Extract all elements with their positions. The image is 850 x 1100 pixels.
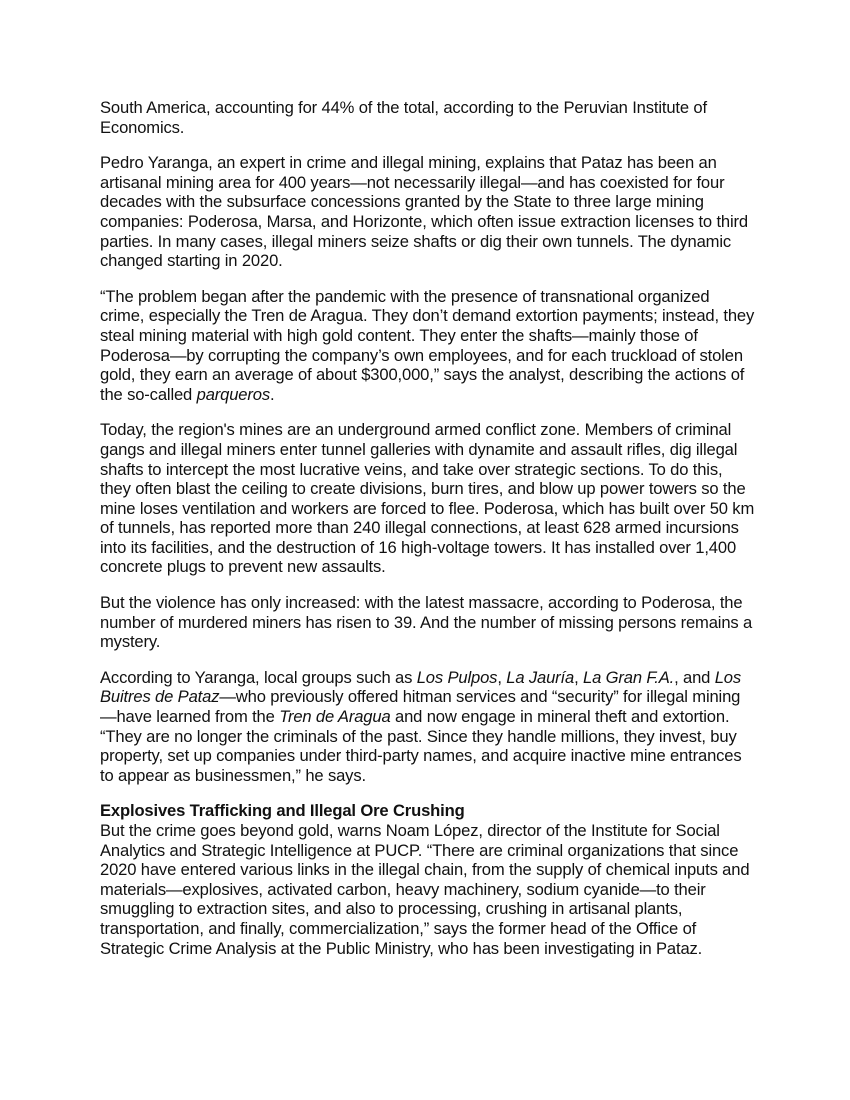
text-segment: But the violence has only increased: with the latest massacre, according to Poderosa, the number of murdered miners has risen to 39. And the number of missing persons remains a mystery.: [100, 593, 753, 652]
paragraph-pandemic-quote: [100, 287, 755, 405]
text-segment: .: [269, 384, 275, 404]
section-explosives-trafficking: [100, 801, 755, 958]
text-segment: “The problem began after the pandemic with the presence of transnational organized crime, especially the Tren de Aragua. They don’t demand extortion payments; instead, they steal mining material with high gold content. They enter the shafts—mainly those of Poderosa—by corrupting the company’s own employees, and for each truckload of stolen gold, they earn an average of about $300,000,” says the analyst, describing the actions of the so-called: [100, 286, 755, 404]
section-heading: Explosives Trafficking and Illegal Ore Crushing: [100, 801, 465, 821]
italic-text-segment: Tren de Aragua: [279, 707, 391, 727]
text-segment: , and: [674, 667, 715, 687]
paragraph-local-groups: [100, 668, 755, 786]
article-body: [100, 98, 755, 785]
text-segment: According to Yaranga, local groups such as: [100, 667, 417, 687]
text-segment: ,: [497, 667, 507, 687]
paragraph-armed-conflict: [100, 420, 755, 577]
text-segment: South America, accounting for 44% of the total, according to the Peruvian Institute of Economics.: [100, 98, 707, 137]
italic-text-segment: Los Buitres de Pataz: [100, 667, 742, 707]
paragraph-violence-increase: [100, 593, 755, 652]
text-segment: ,: [574, 667, 584, 687]
italic-text-segment: La Gran F.A.: [583, 667, 675, 687]
paragraph-economics-share: [100, 98, 755, 137]
italic-text-segment: Los Pulpos: [416, 667, 498, 687]
text-segment: Today, the region's mines are an underground armed conflict zone. Members of criminal gangs and illegal miners enter tunnel galleries with dynamite and assault rifles, dig illegal shafts to intercept the most lucrative veins, and take over strategic sections. To do this, they often blast the ceiling to create divisions, burn tires, and blow up power towers so the mine loses ventilation and workers are forced to flee. Poderosa, which has built over 50 km of tunnels, has reported more than 240 illegal connections, at least 628 armed incursions into its facilities, and the destruction of 16 high-voltage towers. It has installed over 1,400 concrete plugs to prevent new assaults.: [100, 420, 755, 577]
text-segment: —who previously offered hitman services and “security” for illegal mining—have learned from the: [100, 687, 741, 727]
text-segment: Pedro Yaranga, an expert in crime and illegal mining, explains that Pataz has been an artisanal mining area for 400 years—not necessarily illegal—and has coexisted for four decades with the subsurface concessions granted by the State to three large mining companies: Poderosa, Marsa, and Horizonte, which often issue extraction licenses to third parties. In many cases, illegal miners seize shafts or dig their own tunnels. The dynamic changed starting in 2020.: [100, 153, 748, 271]
italic-text-segment: La Jauría: [506, 667, 575, 687]
italic-text-segment: parqueros: [196, 384, 270, 404]
paragraph-yaranga-background: [100, 153, 755, 271]
text-segment: and now engage in mineral theft and extortion. “They are no longer the criminals of the past. Since they handle millions, they invest, buy property, set up companies under third-party names, and acquire inactive mine entrances to appear as businessmen,” he says.: [100, 707, 742, 785]
section-body-paragraph: But the crime goes beyond gold, warns Noam López, director of the Institute for Social Analytics and Strategic Intelligence at PUCP. “There are criminal organizations that since 2020 have entered various links in the illegal chain, from the supply of chemical inputs and materials—explosives, activated carbon, heavy machinery, sodium cyanide—to their smuggling to extraction sites, and also to processing, crushing in artisanal plants, transportation, and finally, commercialization,” says the former head of the Office of Strategic Crime Analysis at the Public Ministry, who has been investigating in Pataz.: [100, 821, 750, 958]
document-page: [100, 98, 755, 958]
